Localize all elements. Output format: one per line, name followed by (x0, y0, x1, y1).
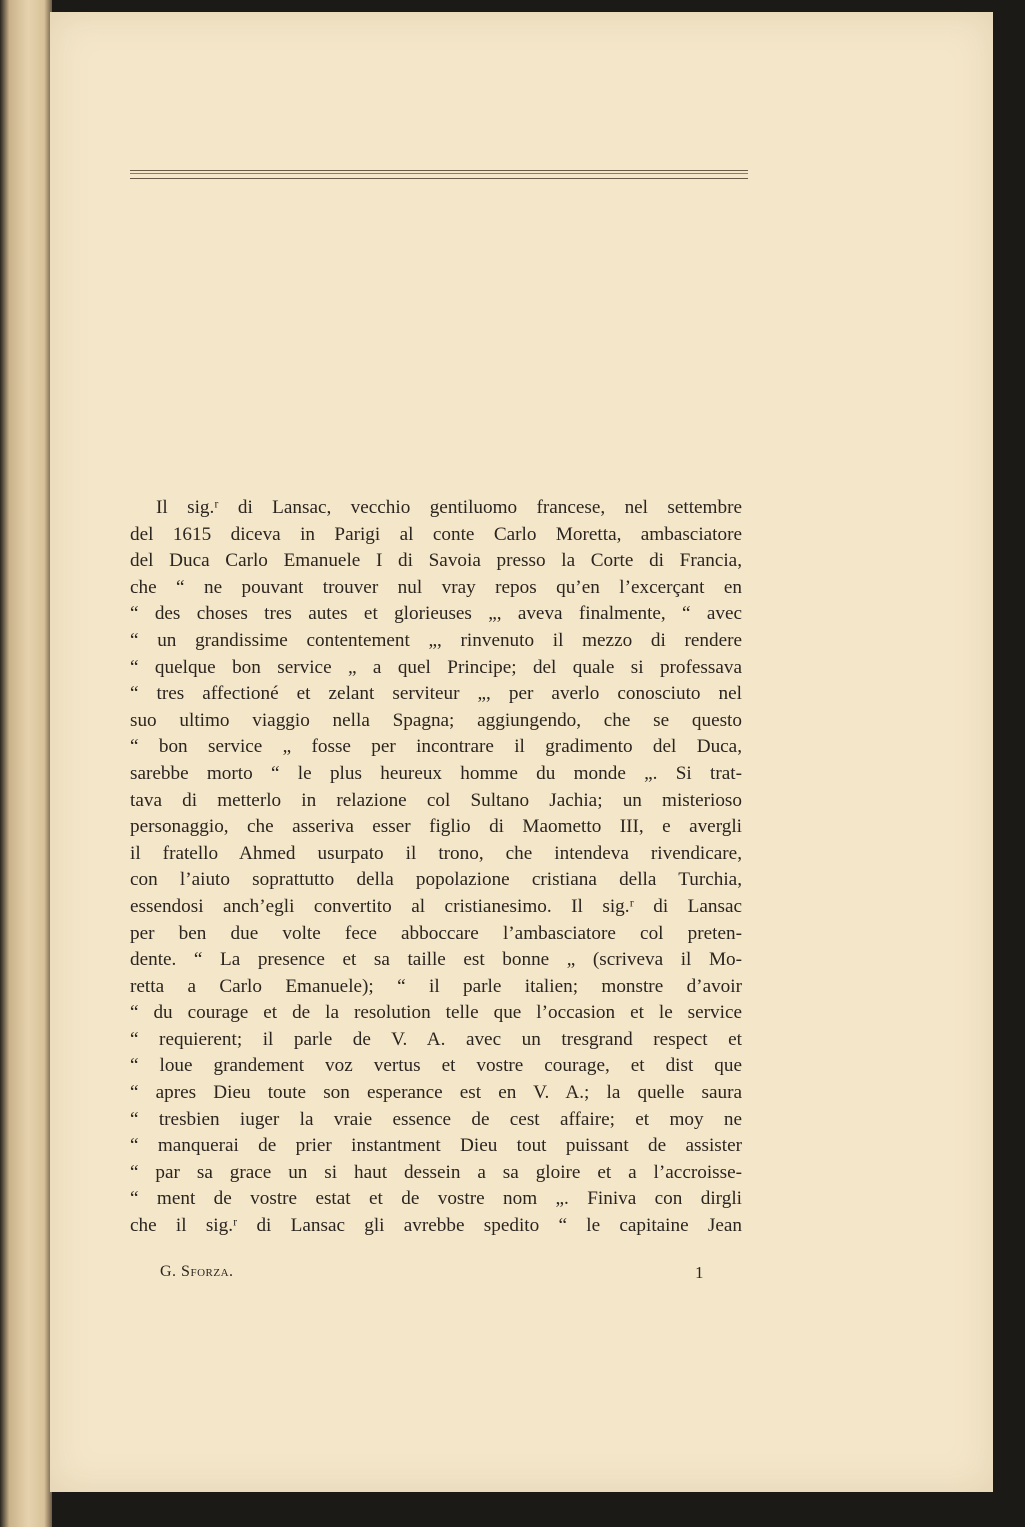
text-line: “ ment de vostre estat et de vostre nom „. Finiva con dirgli (130, 1188, 742, 1210)
text-line: sarebbe morto “ le plus heureux homme du monde „. Si trat- (130, 762, 742, 784)
book-page (50, 12, 993, 1492)
text-line: Il sig.ʳ di Lansac, vecchio gentiluomo francese, nel settembre (156, 497, 742, 518)
text-line: “ tres affectioné et zelant serviteur „, per averlo conosciuto nel (130, 683, 742, 705)
text-line: che “ ne pouvant trouver nul vray repos qu’en l’excerçant en (130, 576, 742, 598)
text-line: “ un grandissime contentement „, rinvenuto il mezzo di rendere (130, 629, 742, 651)
text-line: con l’aiuto soprattutto della popolazione cristiana della Turchia, (130, 869, 742, 891)
text-line: retta a Carlo Emanuele); “ il parle italien; monstre d’avoir (130, 975, 742, 997)
text-line: “ bon service „ fosse per incontrare il gradimento del Duca, (130, 736, 742, 758)
book-spine (0, 0, 52, 1527)
header-rule (130, 170, 748, 179)
text-line: dente. “ La presence et sa taille est bonne „ (scriveva il Mo- (130, 949, 742, 971)
text-line: che il sig.ʳ di Lansac gli avrebbe spedito “ le capitaine Jean (130, 1215, 742, 1237)
text-line: personaggio, che asseriva esser figlio di Maometto III, e avergli (130, 816, 742, 838)
text-line: “ manquerai de prier instantment Dieu tout puissant de assister (130, 1135, 742, 1157)
text-line: tava di metterlo in relazione col Sultano Jachia; un misterioso (130, 789, 742, 811)
text-line: suo ultimo viaggio nella Spagna; aggiungendo, che se questo (130, 709, 742, 731)
footer-author: G. Sforza. (160, 1263, 234, 1280)
text-line: “ requierent; il parle de V. A. avec un tresgrand respect et (130, 1028, 742, 1050)
text-line: essendosi anch’egli convertito al cristianesimo. Il sig.ʳ di Lansac (130, 895, 742, 917)
text-line: “ du courage et de la resolution telle que l’occasion et le service (130, 1002, 742, 1024)
text-line: del Duca Carlo Emanuele I di Savoia presso la Corte di Francia, (130, 550, 742, 572)
text-line: “ apres Dieu toute son esperance est en V. A.; la quelle saura (130, 1082, 742, 1104)
text-line: del 1615 diceva in Parigi al conte Carlo Moretta, ambasciatore (130, 523, 742, 545)
text-line: “ loue grandement voz vertus et vostre courage, et dist que (130, 1055, 742, 1077)
text-line: “ tresbien iuger la vraie essence de cest affaire; et moy ne (130, 1108, 742, 1130)
text-line: per ben due volte fece abboccare l’ambasciatore col preten- (130, 922, 742, 944)
body-paragraph (130, 495, 742, 1240)
text-line: il fratello Ahmed usurpato il trono, che intendeva rivendicare, (130, 842, 742, 864)
text-line: “ des choses tres autes et glorieuses „, aveva finalmente, “ avec (130, 603, 742, 625)
text-line: “ par sa grace un si haut dessein a sa gloire et a l’accroisse- (130, 1161, 742, 1183)
page-number: 1 (695, 1263, 704, 1282)
text-line: “ quelque bon service „ a quel Principe; del quale si professava (130, 656, 742, 678)
